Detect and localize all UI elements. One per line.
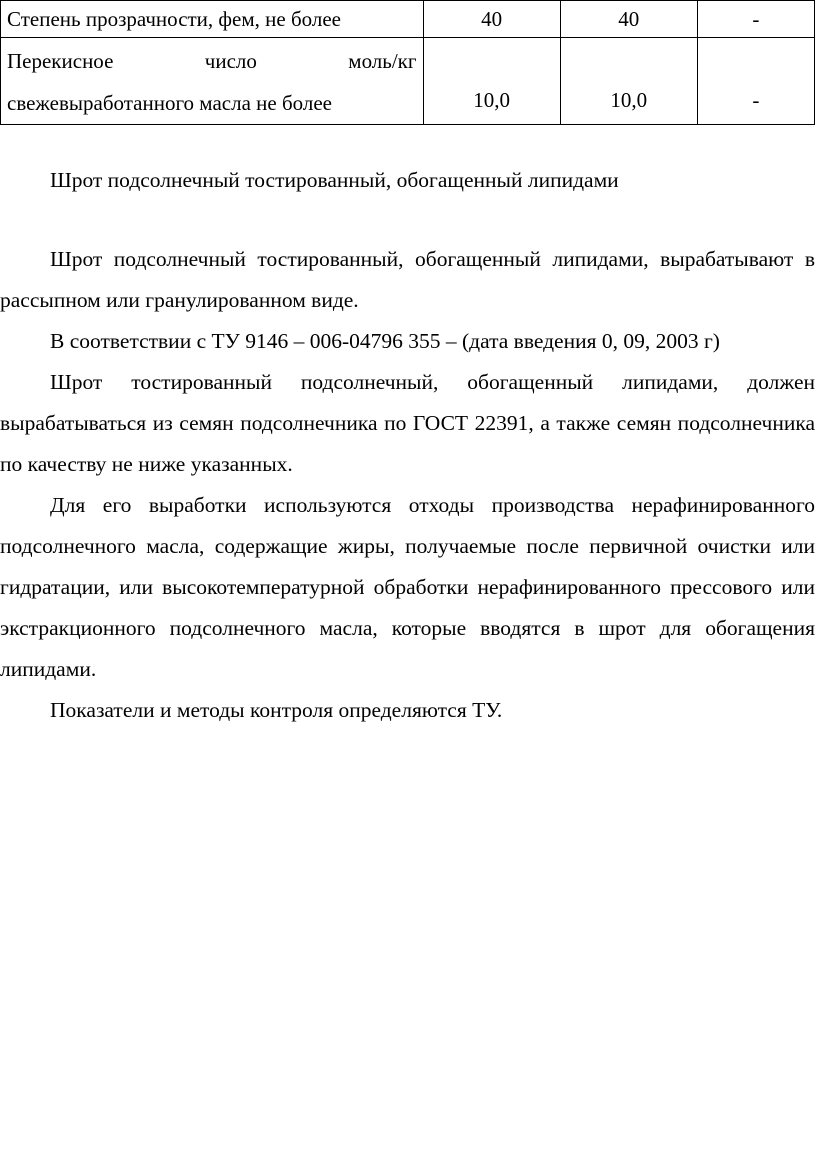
paragraph: В соответствии с ТУ 9146 – 006-04796 355 – (дата введения 0, 09, 2003 г) [50,329,720,353]
table-cell-label-line: свежевыработанного масла не более [7,91,332,115]
table-cell-value [560,38,697,125]
table-cell-value: 40 [423,1,560,38]
paragraph: Шрот подсолнечный тостированный, обогащенный липидами, вырабатывают в рассыпном или гранулированном виде. [0,247,815,312]
table-row [1,38,815,125]
table-cell-label: Степень прозрачности, фем, не более [1,1,424,38]
table-row [1,1,815,38]
body-text [0,160,815,731]
label-word: Перекисное [7,49,114,73]
table-cell-value: 40 [560,1,697,38]
value-text: 10,0 [473,88,510,112]
specification-table [0,0,815,125]
table-cell-label-line [7,40,417,82]
value-text: - [752,88,760,112]
table-cell-value [697,38,814,125]
label-word: моль/кг [348,49,417,73]
value-text: 10,0 [610,88,648,112]
paragraph: Шрот тостированный подсолнечный, обогащенный липидами, должен вырабатываться из семян подсолнечника по ГОСТ 22391, а также семян подсолнечника по качеству не ниже указанных. [0,370,815,476]
label-word: число [204,49,257,73]
table-cell-value: - [697,1,814,38]
section-heading: Шрот подсолнечный тостированный, обогащенный липидами [50,168,619,192]
paragraph: Для его выработки используются отходы производства нерафинированного подсолнечного масла, содержащие жиры, получаемые после первичной очистки или гидратации, или высокотемпературной обработки нерафинированного прессового или экстракционного подсолнечного масла, которые вводятся в шрот для обогащения липидами. [0,493,815,681]
table-cell-value [423,38,560,125]
table-cell-label [1,38,424,125]
paragraph: Показатели и методы контроля определяются ТУ. [50,698,503,722]
